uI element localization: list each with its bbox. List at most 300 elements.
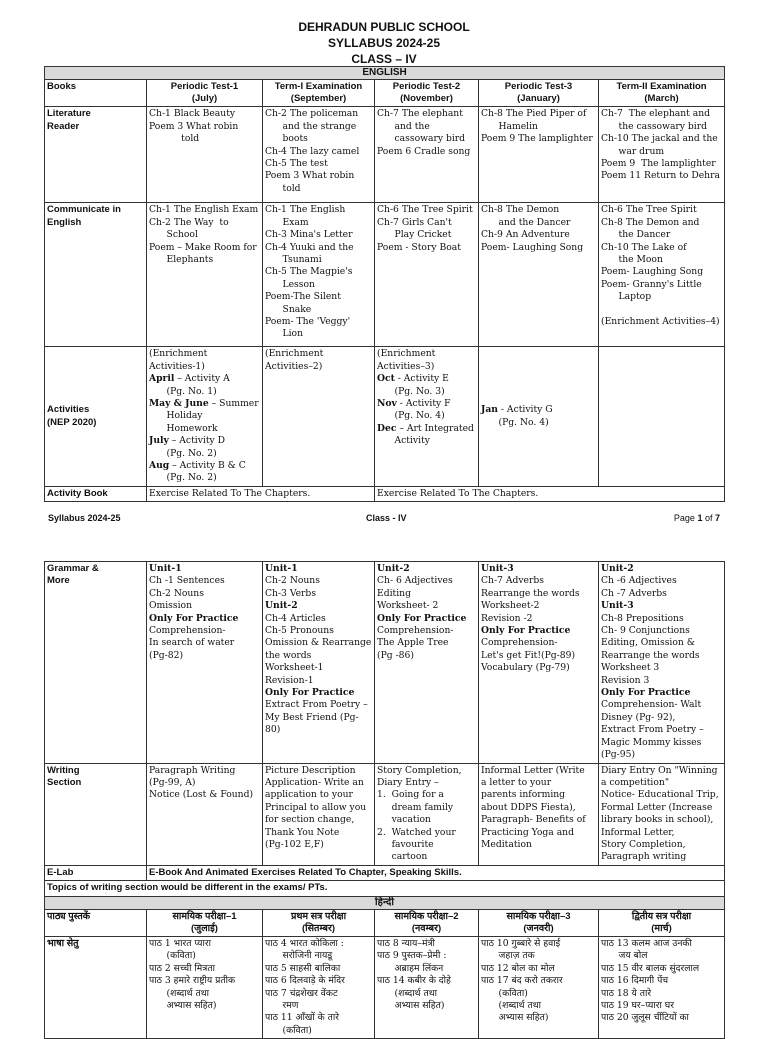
- cell-line: पाठ 12 बोल का मोल: [481, 962, 555, 974]
- cell-line: सामयिक परीक्षा–3: [506, 910, 571, 922]
- cell-line: Activities-1): [149, 360, 205, 372]
- cell-line: पाठ 17 बंद करो तकरार: [481, 975, 563, 987]
- cell-line: Periodic Test-3: [504, 81, 573, 93]
- cell-line: and the: [377, 120, 430, 132]
- cell-line: (नवम्बर): [411, 922, 442, 934]
- row-label-activity-book: Activity Book: [45, 486, 147, 501]
- cell-grammar-term2: [599, 562, 725, 764]
- cell-line: जहाज़ तक: [481, 950, 535, 962]
- cell-line: (Enrichment Activities–4): [601, 316, 720, 328]
- cell-line: Poem 9 The lamplighter: [601, 158, 716, 170]
- hindi-col-header-term2: [599, 909, 725, 936]
- cell-line: Ch-9 An Adventure: [481, 229, 570, 241]
- cell-line: Poem 3 What robin: [149, 120, 239, 132]
- row-label-literature: [45, 107, 147, 203]
- hindi-col-header-pt1: [147, 909, 263, 936]
- cell-line: द्वितीय सत्र परीक्षा: [631, 910, 692, 922]
- cell-line: Activities–2): [265, 360, 323, 372]
- cell-line: सामयिक परीक्षा–1: [172, 910, 237, 922]
- cell-line: Notice- Educational Trip,: [601, 789, 719, 801]
- cell-line: Ch-7 Adverbs: [481, 575, 544, 587]
- cell-line: (Enrichment: [265, 348, 324, 360]
- cell-line: (Pg. No. 4): [377, 410, 445, 422]
- cell-writing-pt3: [479, 763, 599, 865]
- cell-line: Poem- The 'Veggy': [265, 316, 351, 328]
- cell-writing-pt2: [375, 763, 479, 865]
- cell-line: Ch-8 Prepositions: [601, 612, 684, 624]
- col-header-term1: [263, 80, 375, 107]
- cell-line: Ch-5 Pronouns: [265, 625, 334, 637]
- cell-line: Application- Write an: [265, 776, 364, 788]
- cell-line: Only For Practice: [377, 612, 467, 624]
- school-title: DEHRADUN PUBLIC SCHOOL: [298, 20, 470, 34]
- cell-writing-term2: [599, 763, 725, 865]
- cell-line: Poem 11 Return to Dehra: [601, 170, 720, 182]
- cell-line: for section change,: [265, 814, 355, 826]
- cell-line: Omission & Rearrange: [265, 637, 372, 649]
- cell-line: Aug – Activity B & C: [149, 460, 246, 472]
- cell-line: Ch-1 The English: [265, 204, 346, 216]
- cell-line: told: [149, 133, 200, 145]
- cell-line: Disney (Pg- 92),: [601, 711, 676, 723]
- cell-line: पाठ 9 पुस्तक–प्रेमी :: [377, 950, 447, 962]
- cell-line: Activities: [47, 404, 90, 416]
- cell-line: Poem – Make Room for: [149, 241, 257, 253]
- cell-line: Magic Mommy kisses: [601, 736, 702, 748]
- cell-line: a letter to your: [481, 776, 552, 788]
- hindi-col-header-books: पाठ्य पुस्तकें: [45, 909, 147, 936]
- cell-line: told: [265, 182, 301, 194]
- cell-line: Poem- Laughing Song: [481, 241, 584, 253]
- cell-line: Ch-10 The Lake of: [601, 241, 687, 253]
- cell-line: (Pg-82): [149, 649, 184, 661]
- cell-line: Poem - Story Boat: [377, 241, 461, 253]
- row-label-grammar: [45, 562, 147, 764]
- cell-line: अभ्यास सहित): [149, 1000, 217, 1011]
- cell-line: Revision 3: [601, 674, 650, 686]
- cell-line: Ch -7 Adverbs: [601, 587, 667, 599]
- cell-line: (NEP 2020): [47, 416, 97, 428]
- cell-line: प्रथम सत्र परीक्षा: [290, 910, 347, 922]
- cell-line: Unit-3: [601, 600, 634, 612]
- cell-activity-book-first: Exercise Related To The Chapters.: [147, 486, 375, 501]
- english-syllabus-table: [44, 66, 725, 502]
- cell-line: July – Activity D: [149, 435, 226, 447]
- cell-line: (Enrichment: [377, 348, 436, 360]
- cell-line: a competition": [601, 776, 670, 788]
- cell-line: April – Activity A: [149, 373, 230, 385]
- table-row: [45, 347, 725, 486]
- cell-line: (Pg. No. 3): [377, 385, 445, 397]
- cell-line: Lesson: [265, 278, 315, 290]
- cell-line: Poem 6 Cradle song: [377, 145, 471, 157]
- cell-line: पाठ 19 घर–प्यारा घर: [601, 1000, 674, 1011]
- cell-line: (July): [191, 93, 218, 105]
- cell-line: पाठ 16 दिमागी पेंच: [601, 975, 669, 987]
- cell-activities-pt2: [375, 347, 479, 486]
- cell-line: Story Completion,: [377, 764, 462, 776]
- cell-line: Unit-3: [481, 563, 514, 574]
- cell-line: Diary Entry On "Winning: [601, 764, 718, 776]
- cell-line: Revision -2: [481, 612, 533, 624]
- cell-line: (शब्दार्थ तथा: [149, 987, 209, 999]
- cell-line: Term-I Examination: [274, 81, 363, 93]
- cell-line: May & June – Summer: [149, 398, 259, 410]
- cell-line: Ch -1 Sentences: [149, 575, 225, 587]
- cell-line: Meditation: [481, 838, 532, 850]
- cell-line: Oct - Activity E: [377, 373, 449, 385]
- cell-line: My Best Friend (Pg-: [265, 711, 359, 723]
- cell-writing-term1: [263, 763, 375, 865]
- cell-line: Unit-1: [265, 563, 298, 574]
- cell-line: पाठ 3 हमारे राष्ट्रीय प्रतीक: [149, 975, 236, 987]
- cell-line: पाठ 7 चंद्रशेखर वेंकट: [265, 987, 338, 999]
- cell-line: Dec – Art Integrated: [377, 422, 474, 434]
- cell-line: (Pg. No. 1): [149, 385, 217, 397]
- cell-line: Formal Letter (Increase: [601, 801, 713, 813]
- cell-line: Let's get Fit!(Pg-89): [481, 649, 576, 661]
- cell-line: Ch-8 The Demon: [481, 204, 560, 216]
- col-header-pt1: [147, 80, 263, 107]
- cell-literature-pt3: [479, 107, 599, 203]
- table-row: [45, 936, 725, 1038]
- cell-line: (कविता): [481, 987, 528, 999]
- cell-line: Only For Practice: [481, 625, 571, 637]
- table-row: [45, 865, 725, 880]
- table-row: [45, 203, 725, 347]
- cell-line: Poem- Granny's Little: [601, 278, 702, 290]
- grammar-hindi-table: [44, 561, 725, 1039]
- cell-line: Poem 3 What robin: [265, 170, 355, 182]
- cell-line: library books in school),: [601, 814, 714, 826]
- cell-line: Play Cricket: [377, 229, 452, 241]
- cell-line: Paragraph- Benefits of: [481, 814, 586, 826]
- cell-line: Laptop: [601, 291, 652, 303]
- cell-line: पाठ 18 ये तारे: [601, 987, 652, 999]
- cell-line: (मार्च): [651, 922, 672, 934]
- cell-line: Diary Entry –: [377, 776, 439, 788]
- cell-line: पाठ 8 न्याय–मंत्री: [377, 937, 435, 949]
- cell-line: In search of water: [149, 637, 235, 649]
- cell-line: Extract From Poetry –: [601, 724, 704, 736]
- class-title: CLASS – IV: [351, 52, 417, 66]
- cell-line: पाठ 1 भारत प्यारा: [149, 937, 211, 949]
- cell-line: अब्राहम लिंकन: [377, 962, 444, 974]
- cell-line: Jan - Activity G: [481, 404, 553, 416]
- cell-line: and the Dancer: [481, 216, 571, 228]
- cell-line: पाठ 5 साहसी बालिका: [265, 962, 341, 974]
- cell-line: Ch-8 The Pied Piper of: [481, 108, 587, 120]
- cell-line: Ch-6 The Tree Spirit: [601, 204, 697, 216]
- footer-syllabus: Syllabus 2024-25: [48, 513, 121, 523]
- cell-line: Ch-3 Mina's Letter: [265, 229, 353, 241]
- cell-line: Ch-4 Articles: [265, 612, 326, 624]
- cell-line: पाठ 20 जुलूस चींटियों का: [601, 1012, 689, 1024]
- cell-line: Revision-1: [265, 674, 314, 686]
- cell-line: Notice (Lost & Found): [149, 789, 254, 801]
- cell-communicate-pt2: [375, 203, 479, 347]
- cell-activity-book-second: Exercise Related To The Chapters.: [375, 486, 725, 501]
- cell-line: 80): [265, 724, 281, 736]
- table-row: [45, 763, 725, 865]
- cell-line: Section: [47, 776, 82, 788]
- cell-line: Worksheet 3: [601, 662, 660, 674]
- cell-grammar-pt2: [375, 562, 479, 764]
- table-row: [45, 486, 725, 501]
- cell-grammar-term1: [263, 562, 375, 764]
- cell-line: parents informing: [481, 789, 566, 801]
- row-label-bhasha-setu: भाषा सेतु: [45, 936, 147, 1038]
- row-label-activities: [45, 347, 147, 486]
- hindi-col-header-pt3: [479, 909, 599, 936]
- syllabus-title: SYLLABUS 2024-25: [327, 36, 441, 50]
- cell-line: Ch-7 Girls Can't: [377, 216, 452, 228]
- cell-line: (November): [400, 93, 453, 105]
- cell-line: सामयिक परीक्षा–2: [394, 910, 459, 922]
- cell-line: Principal to allow you: [265, 801, 367, 813]
- footer-page-number: Page 1 of 7: [673, 513, 720, 523]
- cell-line: (Pg-99, A): [149, 776, 196, 788]
- cell-grammar-pt1: [147, 562, 263, 764]
- cell-line: and the strange: [265, 120, 357, 132]
- cell-line: (शब्दार्थ तथा: [377, 987, 437, 999]
- cell-activities-pt3: [479, 347, 599, 486]
- cell-line: पाठ 15 वीर बालक सुंदरलाल: [601, 962, 700, 974]
- cell-line: School: [149, 229, 198, 241]
- cell-line: Ch-6 The Tree Spirit: [377, 204, 473, 216]
- cell-line: Activities–3): [377, 360, 435, 372]
- col-header-books: Books: [45, 80, 147, 107]
- cell-line: 1. Going for a: [377, 789, 444, 801]
- cell-line: Thank You Note: [265, 826, 340, 838]
- cell-line: Reader: [47, 120, 80, 132]
- cell-line: Only For Practice: [149, 612, 239, 624]
- col-header-pt3: [479, 80, 599, 107]
- hindi-col-header-term1: [263, 909, 375, 936]
- cell-line: Grammar &: [47, 563, 99, 574]
- cell-line: (Enrichment: [149, 348, 208, 360]
- cell-line: (Pg -86): [377, 649, 414, 661]
- cell-line: Rearrange the words: [481, 587, 580, 599]
- cell-line: Lion: [265, 328, 304, 340]
- cell-line: (जनवरी): [523, 922, 554, 934]
- cell-line: रमण: [265, 1000, 299, 1011]
- cell-line: 2. Watched your: [377, 826, 456, 838]
- cell-line: Ch-1 The English Exam: [149, 204, 259, 216]
- cell-line: Ch -6 Adjectives: [601, 575, 677, 587]
- cell-bhasha-term1: [263, 936, 375, 1038]
- cell-activities-pt1: [147, 347, 263, 486]
- row-label-communicate: [45, 203, 147, 347]
- row-label-elab: E-Lab: [45, 865, 147, 880]
- cell-literature-term2: [599, 107, 725, 203]
- cell-line: (सितम्बर): [301, 922, 336, 934]
- cell-line: the Dancer: [601, 229, 671, 241]
- cell-line: Picture Description: [265, 764, 356, 776]
- cell-line: (Pg-95): [601, 749, 636, 761]
- cell-line: Editing: [377, 587, 411, 599]
- cell-line: Only For Practice: [265, 687, 355, 699]
- cell-line: (शब्दार्थ तथा: [481, 1000, 541, 1011]
- cell-writing-pt1: [147, 763, 263, 865]
- cell-line: the cassowary bird: [601, 120, 708, 132]
- cell-line: Worksheet-2: [481, 600, 540, 612]
- cell-activities-term2: [599, 347, 725, 486]
- cell-line: Elephants: [149, 254, 214, 266]
- cell-line: (March): [644, 93, 679, 105]
- cell-bhasha-term2: [599, 936, 725, 1038]
- cell-communicate-pt1: [147, 203, 263, 347]
- cell-line: Ch-2 Nouns: [149, 587, 204, 599]
- cell-line: Omission: [149, 600, 192, 612]
- cell-line: Holiday: [149, 410, 203, 422]
- cell-line: पाठ 2 सच्ची मित्रता: [149, 962, 215, 974]
- cell-line: पाठ 13 कलम आज उनकी: [601, 937, 692, 949]
- cell-line: Writing: [47, 764, 80, 776]
- cell-line: Ch-5 The Magpie's: [265, 266, 353, 278]
- cell-line: Comprehension-: [149, 625, 226, 637]
- english-band: ENGLISH: [45, 67, 725, 80]
- cell-line: Editing, Omission &: [601, 637, 695, 649]
- cell-bhasha-pt1: [147, 936, 263, 1038]
- cell-line: (Pg. No. 2): [149, 447, 217, 459]
- cell-line: cassowary bird: [377, 133, 466, 145]
- cell-line: Exam: [265, 216, 309, 228]
- cell-line: Ch-4 The lazy camel: [265, 145, 360, 157]
- cell-literature-pt1: [147, 107, 263, 203]
- cell-line: Worksheet- 2: [377, 600, 439, 612]
- hindi-col-header-pt2: [375, 909, 479, 936]
- cell-communicate-term2: [599, 203, 725, 347]
- cell-line: जय बोल: [601, 950, 648, 962]
- cell-line: vacation: [377, 814, 431, 826]
- cell-line: अभ्यास सहित): [481, 1012, 549, 1024]
- col-header-pt2: [375, 80, 479, 107]
- cell-line: Comprehension-: [481, 637, 558, 649]
- cell-line: (January): [517, 93, 560, 105]
- cell-line: Ch-2 The policeman: [265, 108, 359, 120]
- cell-line: More: [47, 575, 70, 587]
- cell-line: The Apple Tree: [377, 637, 449, 649]
- cell-line: पाठ 11 आँखों के तारे: [265, 1012, 340, 1024]
- cell-line: अभ्यास सहित): [377, 1000, 445, 1011]
- table-row: [45, 107, 725, 203]
- writing-note: Topics of writing section would be different in the exams/ PTs.: [45, 881, 725, 896]
- cell-line: Comprehension- Walt: [601, 699, 702, 711]
- cell-line: the Moon: [601, 254, 663, 266]
- cell-line: Hamelin: [481, 120, 538, 132]
- cell-line: Informal Letter (Write: [481, 764, 585, 776]
- cell-line: Story Completion,: [601, 838, 686, 850]
- cell-grammar-pt3: [479, 562, 599, 764]
- cell-literature-pt2: [375, 107, 479, 203]
- table-row: [45, 562, 725, 764]
- cell-line: पाठ 10 गुब्बारे से हवाई: [481, 937, 561, 949]
- cell-line: Ch- 6 Adjectives: [377, 575, 453, 587]
- cell-line: English: [47, 216, 82, 228]
- cell-line: Periodic Test-1: [170, 81, 239, 93]
- cell-line: cartoon: [377, 851, 428, 863]
- row-label-writing: [45, 763, 147, 865]
- cell-line: Homework: [149, 422, 218, 434]
- cell-line: Activity: [377, 435, 430, 447]
- cell-line: Poem 9 The lamplighter: [481, 133, 593, 145]
- cell-line: Communicate in: [47, 204, 121, 216]
- cell-line: Worksheet-1: [265, 662, 324, 674]
- cell-line: Ch-10 The jackal and the: [601, 133, 718, 145]
- cell-line: (Pg-102 E,F): [265, 838, 324, 850]
- cell-line: Ch-8 The Demon and: [601, 216, 700, 228]
- cell-line: war drum: [601, 145, 665, 157]
- cell-line: Unit-2: [601, 563, 634, 574]
- cell-line: Ch-2 Nouns: [265, 575, 320, 587]
- cell-line: (जुलाई): [191, 922, 218, 934]
- cell-line: Nov - Activity F: [377, 398, 451, 410]
- cell-line: (कविता): [265, 1024, 312, 1036]
- cell-line: [601, 304, 722, 316]
- cell-line: Poem- Laughing Song: [601, 266, 704, 278]
- cell-line: पाठ 14 कबीर के दोहे: [377, 975, 451, 987]
- cell-line: Comprehension-: [377, 625, 454, 637]
- cell-line: Unit-1: [149, 563, 182, 574]
- cell-line: Literature: [47, 108, 91, 120]
- cell-line: Periodic Test-2: [392, 81, 461, 93]
- cell-line: Paragraph Writing: [149, 764, 236, 776]
- cell-line: पाठ 4 भारत कोकिला :: [265, 937, 344, 949]
- cell-line: Poem-The Silent: [265, 291, 341, 303]
- table-row: [45, 881, 725, 896]
- col-header-term2: [599, 80, 725, 107]
- cell-line: Paragraph writing: [601, 851, 687, 863]
- cell-line: Practicing Yoga and: [481, 826, 574, 838]
- cell-line: पाठ 6 दिलवाड़े के मंदिर: [265, 975, 345, 987]
- cell-line: Unit-2: [265, 600, 298, 612]
- cell-line: the words: [265, 649, 312, 661]
- cell-bhasha-pt2: [375, 936, 479, 1038]
- cell-literature-term1: [263, 107, 375, 203]
- cell-line: Ch-7 The elephant: [377, 108, 463, 120]
- cell-line: Snake: [265, 303, 312, 315]
- cell-line: Term-II Examination: [616, 81, 707, 93]
- cell-line: Ch-2 The Way to: [149, 216, 229, 228]
- cell-line: Extract From Poetry –: [265, 699, 368, 711]
- cell-line: Informal Letter,: [601, 826, 675, 838]
- cell-line: (September): [290, 93, 347, 105]
- cell-communicate-term1: [263, 203, 375, 347]
- cell-line: (Pg. No. 4): [481, 416, 549, 428]
- cell-line: (कविता): [149, 950, 196, 962]
- cell-activities-term1: [263, 347, 375, 486]
- cell-line: Ch-7 The elephant and: [601, 108, 711, 120]
- cell-line: Rearrange the words: [601, 649, 700, 661]
- cell-line: Ch- 9 Conjunctions: [601, 625, 690, 637]
- cell-line: Ch-1 Black Beauty: [149, 108, 236, 120]
- cell-line: about DDPS Fiesta),: [481, 801, 576, 813]
- cell-line: Ch-4 Yuuki and the: [265, 241, 354, 253]
- cell-line: dream family: [377, 801, 454, 813]
- cell-line: Unit-2: [377, 563, 410, 574]
- cell-line: Ch-5 The test: [265, 158, 328, 170]
- cell-line: Tsunami: [265, 254, 322, 266]
- cell-line: Vocabulary (Pg-79): [481, 662, 570, 674]
- cell-line: application to your: [265, 789, 353, 801]
- cell-communicate-pt3: [479, 203, 599, 347]
- footer-class: Class - IV: [366, 513, 407, 523]
- cell-elab: E-Book And Animated Exercises Related To Chapter, Speaking Skills.: [147, 865, 725, 880]
- cell-line: सरोजिनी नायडू: [265, 950, 333, 962]
- cell-line: favourite: [377, 838, 434, 850]
- cell-line: (Pg. No. 2): [149, 472, 217, 484]
